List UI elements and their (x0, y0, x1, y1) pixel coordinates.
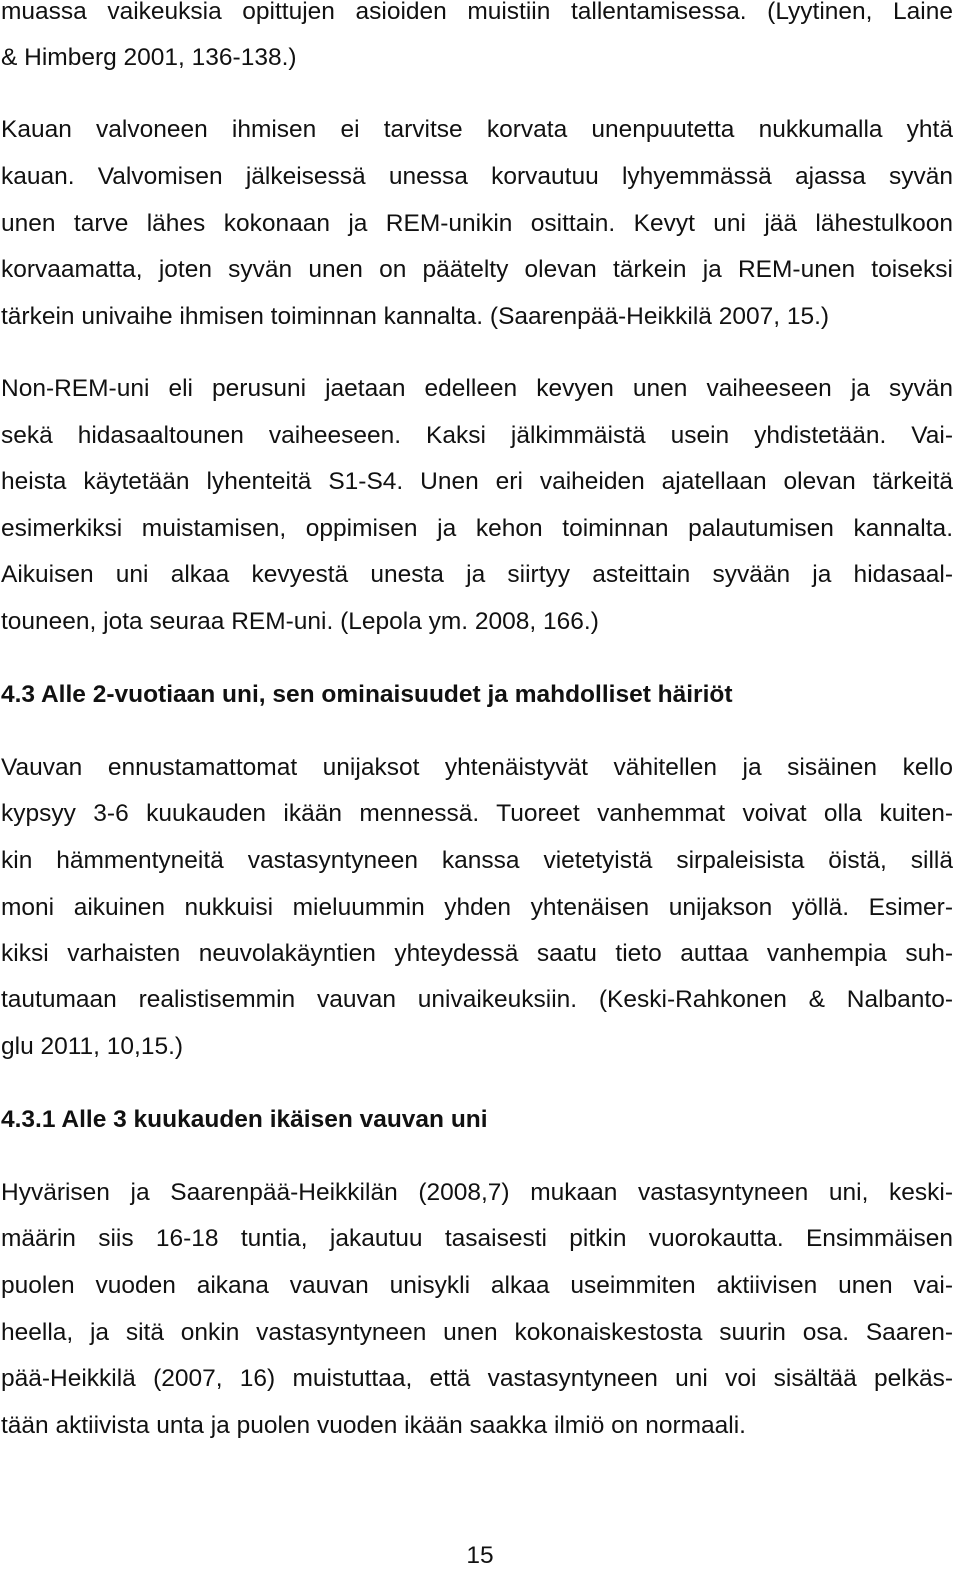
text-line: heista käytetään lyhenteitä S1-S4. Unen eri vaiheiden ajatellaan olevan tärkeitä (1, 468, 953, 495)
text-line: Hyvärisen ja Saarenpää-Heikkilän (2008,7) mukaan vastasyntyneen uni, keski- (1, 1179, 953, 1206)
text-line: kiksi varhaisten neuvolakäyntien yhteydessä saatu tieto auttaa vanhempia suh- (1, 940, 953, 967)
text-line: heella, ja sitä onkin vastasyntyneen unen kokonaiskestosta suurin osa. Saaren- (1, 1319, 953, 1346)
section-heading: 4.3 Alle 2-vuotiaan uni, sen ominaisuudet ja mahdolliset häiriöt (1, 681, 733, 708)
text-line: touneen, jota seuraa REM-uni. (Lepola ym. 2008, 166.) (1, 608, 599, 635)
text-line: moni aikuinen nukkuisi mieluummin yhden yhtenäisen unijakson yöllä. Esimer- (1, 894, 953, 921)
text-line: puolen vuoden aikana vauvan unisykli alkaa useimmiten aktiivisen unen vai- (1, 1272, 953, 1299)
text-line: kypsyy 3-6 kuukauden ikään mennessä. Tuoreet vanhemmat voivat olla kuiten- (1, 800, 953, 827)
text-line: pää-Heikkilä (2007, 16) muistuttaa, että vastasyntyneen uni voi sisältää pelkäs- (1, 1365, 953, 1392)
text-line: glu 2011, 10,15.) (1, 1033, 184, 1060)
text-line: tautumaan realistisemmin vauvan univaikeuksiin. (Keski-Rahkonen & Nalbanto- (1, 986, 953, 1013)
text-line: muassa vaikeuksia opittujen asioiden muistiin tallentamisessa. (Lyytinen, Laine (1, 0, 953, 25)
text-line: kin hämmentyneitä vastasyntyneen kanssa vietetyistä sirpaleisista öistä, sillä (1, 847, 953, 874)
text-line: sekä hidasaaltounen vaiheeseen. Kaksi jälkimmäistä usein yhdistetään. Vai- (1, 422, 953, 449)
text-line: Vauvan ennustamattomat unijaksot yhtenäistyvät vähitellen ja sisäinen kello (1, 754, 953, 781)
text-line: Aikuisen uni alkaa kevyestä unesta ja siirtyy asteittain syvään ja hidasaal- (1, 561, 953, 588)
text-line: korvaamatta, joten syvän unen on päätelty olevan tärkein ja REM-unen toiseksi (1, 256, 953, 283)
text-line: Kauan valvoneen ihmisen ei tarvitse korvata unenpuutetta nukkumalla yhtä (1, 116, 953, 143)
text-line: unen tarve lähes kokonaan ja REM-unikin osittain. Kevyt uni jää lähestulkoon (1, 210, 953, 237)
text-line: tään aktiivista unta ja puolen vuoden ikään saakka ilmiö on normaali. (1, 1412, 746, 1439)
text-line: & Himberg 2001, 136-138.) (1, 44, 297, 71)
text-line: tärkein univaihe ihmisen toiminnan kannalta. (Saarenpää-Heikkilä 2007, 15.) (1, 303, 830, 330)
text-line: määrin siis 16-18 tuntia, jakautuu tasaisesti pitkin vuorokautta. Ensimmäisen (1, 1225, 953, 1252)
subsection-heading: 4.3.1 Alle 3 kuukauden ikäisen vauvan uni (1, 1106, 488, 1133)
text-line: Non-REM-uni eli perusuni jaetaan edelleen kevyen unen vaiheeseen ja syvän (1, 375, 953, 402)
page-number: 15 (466, 1542, 494, 1569)
text-line: kauan. Valvomisen jälkeisessä unessa korvautuu lyhyemmässä ajassa syvän (1, 163, 953, 190)
text-line: esimerkiksi muistamisen, oppimisen ja kehon toiminnan palautumisen kannalta. (1, 515, 953, 542)
